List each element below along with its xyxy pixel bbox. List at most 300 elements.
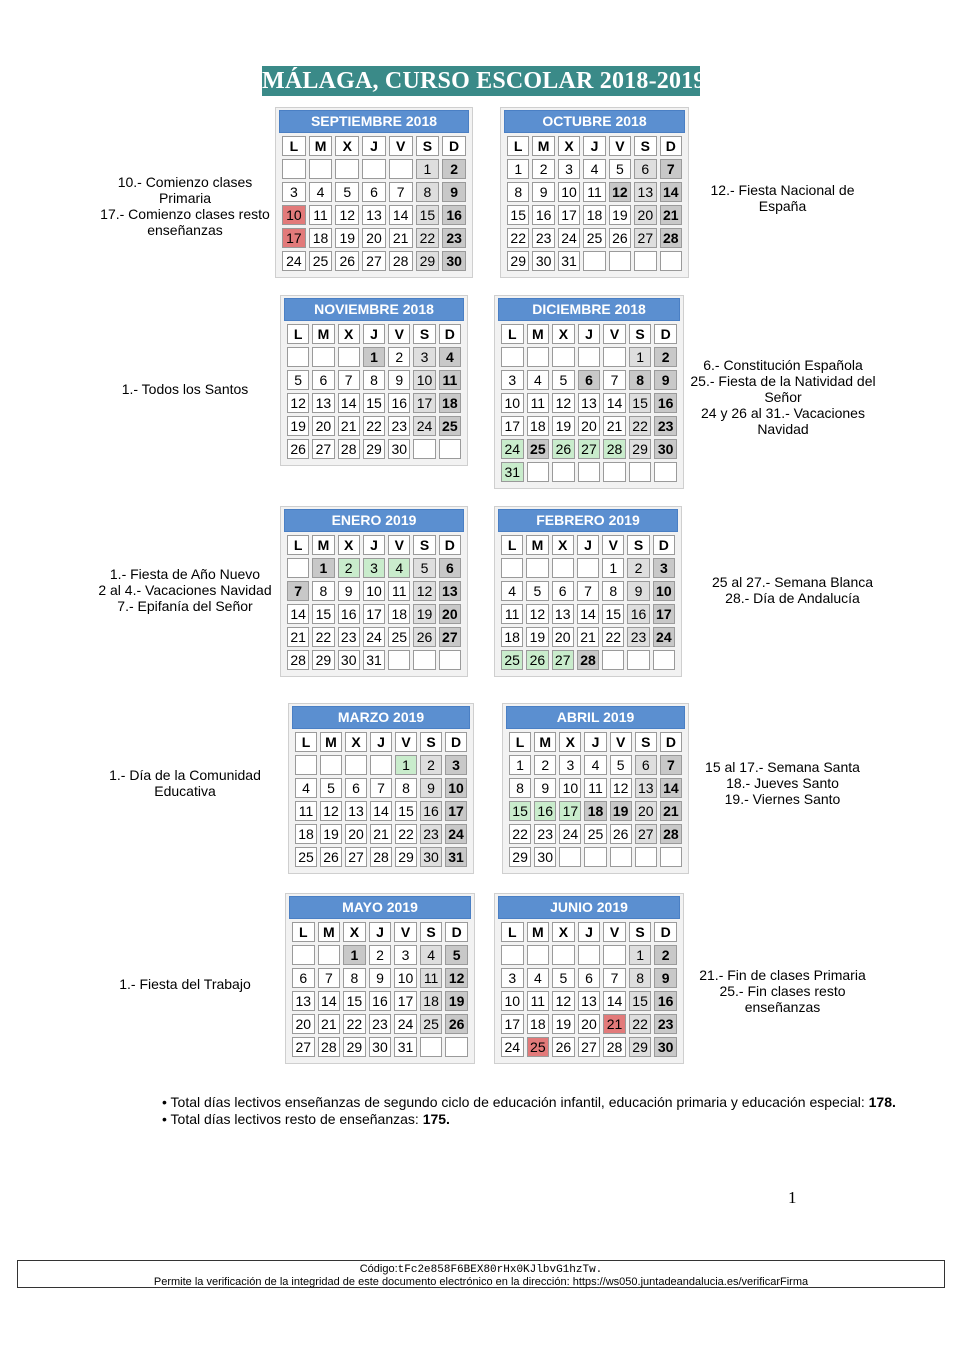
note-october: 12.- Fiesta Nacional de España [710, 182, 855, 214]
total-line-primary: • Total días lectivos enseñanzas de segundo ciclo de educación infantil, educación primaria y educación especial: 178. [162, 1094, 896, 1110]
weekday-header: M [532, 136, 554, 156]
day-cell: 11 [583, 182, 605, 202]
weekday-header: M [318, 922, 341, 942]
month-grid [289, 919, 471, 1060]
day-cell: 16 [369, 991, 392, 1011]
weekday-header: V [394, 922, 417, 942]
weekday-header: X [345, 732, 367, 752]
weekday-header: D [660, 732, 682, 752]
day-cell: 15 [363, 393, 385, 413]
empty-cell [654, 462, 677, 482]
weekday-header: S [635, 732, 657, 752]
weekday-header: D [439, 535, 461, 555]
weekday-header: L [287, 535, 309, 555]
day-cell: 13 [578, 393, 601, 413]
day-cell: 18 [388, 604, 410, 624]
empty-cell [309, 159, 333, 179]
day-cell: 10 [363, 581, 385, 601]
month-grid [498, 919, 680, 1060]
day-cell: 23 [388, 416, 410, 436]
day-cell: 23 [338, 627, 360, 647]
day-cell: 6 [312, 370, 334, 390]
empty-cell [552, 945, 575, 965]
empty-cell [603, 347, 626, 367]
day-cell: 12 [335, 205, 359, 225]
day-cell: 26 [335, 251, 359, 271]
day-cell: 12 [320, 801, 342, 821]
month-header: OCTUBRE 2018 [504, 110, 685, 133]
day-cell: 25 [501, 650, 523, 670]
day-cell: 14 [370, 801, 392, 821]
calendar-may [285, 893, 475, 1064]
day-cell: 28 [660, 228, 682, 248]
week-row [501, 416, 677, 436]
day-cell: 1 [629, 347, 652, 367]
day-cell: 3 [558, 159, 580, 179]
day-cell: 22 [416, 228, 440, 248]
weekday-header: X [552, 922, 575, 942]
empty-cell [362, 159, 386, 179]
day-cell: 20 [345, 824, 367, 844]
empty-cell [635, 847, 657, 867]
day-cell: 16 [654, 991, 677, 1011]
day-cell: 28 [338, 439, 360, 459]
verification-code: Código:tFc2e858F6BEX80rHx0KJlbvG1hzTw. [359, 1263, 603, 1276]
day-cell: 8 [395, 778, 417, 798]
week-row [501, 347, 677, 367]
day-cell: 27 [312, 439, 334, 459]
day-cell: 13 [312, 393, 334, 413]
empty-cell [527, 462, 550, 482]
day-cell: 21 [287, 627, 309, 647]
day-cell: 13 [292, 991, 315, 1011]
week-row [507, 228, 682, 248]
week-row [501, 650, 675, 670]
day-cell: 17 [501, 416, 524, 436]
calendar-february [494, 506, 682, 677]
day-cell: 1 [509, 755, 531, 775]
day-cell: 10 [653, 581, 675, 601]
day-cell: 21 [603, 1014, 626, 1034]
day-cell: 12 [610, 778, 632, 798]
day-cell: 13 [578, 991, 601, 1011]
day-cell: 19 [413, 604, 435, 624]
day-cell: 16 [420, 801, 442, 821]
day-cell: 5 [609, 159, 631, 179]
day-cell: 14 [660, 182, 682, 202]
day-cell: 30 [388, 439, 410, 459]
day-cell: 29 [363, 439, 385, 459]
weekday-header: D [653, 535, 675, 555]
day-cell: 13 [634, 182, 656, 202]
day-cell: 22 [629, 1014, 652, 1034]
weekday-header: D [654, 324, 677, 344]
day-cell: 28 [577, 650, 599, 670]
day-cell: 2 [369, 945, 392, 965]
day-cell: 22 [343, 1014, 366, 1034]
empty-cell [559, 847, 581, 867]
day-cell: 27 [345, 847, 367, 867]
day-cell: 11 [309, 205, 333, 225]
page-title: MÁLAGA, CURSO ESCOLAR 2018-2019 [262, 68, 706, 94]
week-row [509, 801, 682, 821]
week-row [501, 393, 677, 413]
week-row [509, 847, 682, 867]
day-cell: 21 [318, 1014, 341, 1034]
empty-cell [287, 558, 309, 578]
day-cell: 30 [534, 847, 556, 867]
day-cell: 10 [445, 778, 467, 798]
day-cell: 2 [388, 347, 410, 367]
day-cell: 6 [578, 968, 601, 988]
day-cell: 23 [442, 228, 466, 248]
day-cell: 25 [420, 1014, 443, 1034]
week-row [501, 462, 677, 482]
month-header: JUNIO 2019 [498, 896, 680, 919]
day-cell: 15 [312, 604, 334, 624]
calendar-june [494, 893, 684, 1064]
day-cell: 4 [309, 182, 333, 202]
day-cell: 16 [627, 604, 649, 624]
weekday-header: S [420, 922, 443, 942]
week-row [295, 824, 467, 844]
empty-cell [526, 558, 548, 578]
weekday-header: V [388, 324, 410, 344]
calendar-january [280, 506, 468, 677]
day-cell: 10 [501, 991, 524, 1011]
month-grid [284, 532, 464, 673]
weekday-header: S [627, 535, 649, 555]
empty-cell [602, 650, 624, 670]
day-cell: 2 [338, 558, 360, 578]
empty-cell [660, 847, 682, 867]
week-row [287, 650, 461, 670]
empty-cell [439, 650, 461, 670]
day-cell: 17 [653, 604, 675, 624]
day-cell: 13 [362, 205, 386, 225]
day-cell: 31 [501, 462, 524, 482]
day-cell: 24 [394, 1014, 417, 1034]
day-cell: 14 [389, 205, 413, 225]
day-cell: 19 [526, 627, 548, 647]
week-row [287, 347, 461, 367]
day-cell: 6 [292, 968, 315, 988]
weekday-header: V [388, 535, 410, 555]
weekday-header: V [609, 136, 631, 156]
day-cell: 12 [287, 393, 309, 413]
day-cell: 28 [287, 650, 309, 670]
day-cell: 23 [532, 228, 554, 248]
week-row [287, 581, 461, 601]
weekday-header: X [552, 324, 575, 344]
day-cell: 12 [413, 581, 435, 601]
day-cell: 19 [335, 228, 359, 248]
week-row [292, 1037, 468, 1057]
day-cell: 1 [507, 159, 529, 179]
weekday-header: L [501, 922, 524, 942]
month-header: ENERO 2019 [284, 509, 464, 532]
day-cell: 11 [501, 604, 523, 624]
week-row [295, 801, 467, 821]
weekday-header: L [292, 922, 315, 942]
day-cell: 1 [395, 755, 417, 775]
day-cell: 24 [653, 627, 675, 647]
day-cell: 20 [552, 627, 574, 647]
empty-cell [320, 755, 342, 775]
day-cell: 15 [602, 604, 624, 624]
day-cell: 6 [345, 778, 367, 798]
day-cell: 12 [609, 182, 631, 202]
day-cell: 1 [312, 558, 334, 578]
day-cell: 11 [527, 991, 550, 1011]
week-row [282, 251, 466, 271]
day-cell: 4 [583, 159, 605, 179]
day-cell: 15 [509, 801, 531, 821]
day-cell: 19 [320, 824, 342, 844]
day-cell: 31 [445, 847, 467, 867]
weekday-header: J [578, 324, 601, 344]
day-cell: 25 [309, 251, 333, 271]
day-cell: 29 [629, 439, 652, 459]
empty-cell [660, 251, 682, 271]
empty-cell [552, 347, 575, 367]
day-cell: 22 [507, 228, 529, 248]
day-cell: 30 [654, 1037, 677, 1057]
day-cell: 20 [635, 801, 657, 821]
day-cell: 9 [627, 581, 649, 601]
day-cell: 21 [370, 824, 392, 844]
empty-cell [439, 439, 461, 459]
week-row [507, 159, 682, 179]
calendar-december [494, 295, 684, 489]
day-cell: 19 [610, 801, 632, 821]
month-grid [284, 321, 464, 462]
weekday-header: S [416, 136, 440, 156]
day-cell: 18 [501, 627, 523, 647]
weekday-header: J [369, 922, 392, 942]
week-row [501, 627, 675, 647]
week-row [287, 370, 461, 390]
week-row [292, 945, 468, 965]
week-row [507, 251, 682, 271]
day-cell: 13 [345, 801, 367, 821]
empty-cell [634, 251, 656, 271]
day-cell: 27 [292, 1037, 315, 1057]
note-june: 21.- Fin de clases Primaria 25.- Fin clases resto enseñanzas [699, 967, 866, 1015]
day-cell: 24 [501, 1037, 524, 1057]
day-cell: 22 [395, 824, 417, 844]
day-cell: 29 [312, 650, 334, 670]
day-cell: 11 [388, 581, 410, 601]
empty-cell [335, 159, 359, 179]
day-cell: 9 [654, 370, 677, 390]
day-cell: 17 [363, 604, 385, 624]
day-cell: 19 [287, 416, 309, 436]
day-cell: 16 [532, 205, 554, 225]
day-cell: 20 [312, 416, 334, 436]
week-row [287, 393, 461, 413]
note-november: 1.- Todos los Santos [121, 381, 249, 397]
day-cell: 15 [395, 801, 417, 821]
month-header: FEBRERO 2019 [498, 509, 678, 532]
week-row [507, 205, 682, 225]
week-row [292, 1014, 468, 1034]
day-cell: 23 [654, 416, 677, 436]
week-row [501, 370, 677, 390]
day-cell: 8 [629, 370, 652, 390]
empty-cell [501, 558, 523, 578]
empty-cell [389, 159, 413, 179]
totals-section [162, 1094, 896, 1128]
day-cell: 9 [532, 182, 554, 202]
day-cell: 2 [534, 755, 556, 775]
day-cell: 27 [439, 627, 461, 647]
month-grid [498, 532, 678, 673]
month-grid [504, 133, 685, 274]
month-header: ABRIL 2019 [506, 706, 685, 729]
month-header: SEPTIEMBRE 2018 [279, 110, 469, 133]
weekday-header: L [501, 535, 523, 555]
day-cell: 9 [654, 968, 677, 988]
weekday-header: L [282, 136, 306, 156]
day-cell: 15 [629, 991, 652, 1011]
day-cell: 29 [395, 847, 417, 867]
day-cell: 20 [362, 228, 386, 248]
day-cell: 16 [534, 801, 556, 821]
empty-cell [527, 347, 550, 367]
day-cell: 21 [389, 228, 413, 248]
day-cell: 2 [627, 558, 649, 578]
weekday-header: J [362, 136, 386, 156]
week-row [292, 991, 468, 1011]
day-cell: 20 [578, 416, 601, 436]
weekday-header: M [309, 136, 333, 156]
empty-cell [445, 1037, 468, 1057]
day-cell: 9 [442, 182, 466, 202]
day-cell: 4 [439, 347, 461, 367]
empty-cell [420, 1037, 443, 1057]
week-row [282, 228, 466, 248]
day-cell: 5 [335, 182, 359, 202]
day-cell: 29 [416, 251, 440, 271]
weekday-header: D [439, 324, 461, 344]
week-row [282, 159, 466, 179]
day-cell: 24 [445, 824, 467, 844]
day-cell: 19 [445, 991, 468, 1011]
day-cell: 18 [439, 393, 461, 413]
day-cell: 18 [584, 801, 606, 821]
day-cell: 18 [583, 205, 605, 225]
month-header: MARZO 2019 [292, 706, 470, 729]
calendar-october [500, 107, 689, 278]
day-cell: 18 [295, 824, 317, 844]
day-cell: 18 [527, 416, 550, 436]
weekday-header: M [312, 535, 334, 555]
day-cell: 5 [610, 755, 632, 775]
day-cell: 5 [413, 558, 435, 578]
empty-cell [388, 650, 410, 670]
weekday-header: J [363, 324, 385, 344]
weekday-header: J [370, 732, 392, 752]
day-cell: 19 [552, 416, 575, 436]
day-cell: 11 [527, 393, 550, 413]
day-cell: 25 [388, 627, 410, 647]
day-cell: 25 [439, 416, 461, 436]
day-cell: 20 [292, 1014, 315, 1034]
weekday-header: M [534, 732, 556, 752]
day-cell: 3 [501, 968, 524, 988]
day-cell: 15 [343, 991, 366, 1011]
day-cell: 18 [527, 1014, 550, 1034]
day-cell: 23 [369, 1014, 392, 1034]
day-cell: 15 [507, 205, 529, 225]
day-cell: 30 [338, 650, 360, 670]
page-number: 1 [788, 1188, 797, 1207]
week-row [509, 778, 682, 798]
day-cell: 4 [420, 945, 443, 965]
day-cell: 27 [362, 251, 386, 271]
day-cell: 2 [442, 159, 466, 179]
weekday-header: J [583, 136, 605, 156]
day-cell: 30 [532, 251, 554, 271]
weekday-header: X [343, 922, 366, 942]
day-cell: 14 [338, 393, 360, 413]
day-cell: 5 [287, 370, 309, 390]
day-cell: 26 [552, 439, 575, 459]
day-cell: 4 [527, 968, 550, 988]
day-cell: 25 [527, 1037, 550, 1057]
week-row [501, 581, 675, 601]
day-cell: 2 [654, 347, 677, 367]
weekday-header: S [413, 324, 435, 344]
day-cell: 14 [577, 604, 599, 624]
day-cell: 28 [318, 1037, 341, 1057]
day-cell: 24 [413, 416, 435, 436]
empty-cell [312, 347, 334, 367]
empty-cell [584, 847, 606, 867]
empty-cell [413, 439, 435, 459]
day-cell: 17 [559, 801, 581, 821]
day-cell: 8 [416, 182, 440, 202]
day-cell: 25 [527, 439, 550, 459]
day-cell: 17 [445, 801, 467, 821]
day-cell: 23 [534, 824, 556, 844]
week-row [287, 604, 461, 624]
week-row [287, 439, 461, 459]
day-cell: 1 [416, 159, 440, 179]
weekday-header: S [629, 922, 652, 942]
empty-cell [603, 945, 626, 965]
day-cell: 8 [509, 778, 531, 798]
day-cell: 16 [442, 205, 466, 225]
day-cell: 29 [509, 847, 531, 867]
day-cell: 1 [602, 558, 624, 578]
day-cell: 9 [420, 778, 442, 798]
day-cell: 7 [338, 370, 360, 390]
day-cell: 30 [369, 1037, 392, 1057]
weekday-header: S [420, 732, 442, 752]
day-cell: 23 [420, 824, 442, 844]
weekday-header: M [526, 535, 548, 555]
day-cell: 5 [526, 581, 548, 601]
day-cell: 21 [603, 416, 626, 436]
weekday-header: D [445, 922, 468, 942]
day-cell: 17 [501, 1014, 524, 1034]
empty-cell [338, 347, 360, 367]
empty-cell [501, 347, 524, 367]
day-cell: 10 [559, 778, 581, 798]
empty-cell [501, 945, 524, 965]
